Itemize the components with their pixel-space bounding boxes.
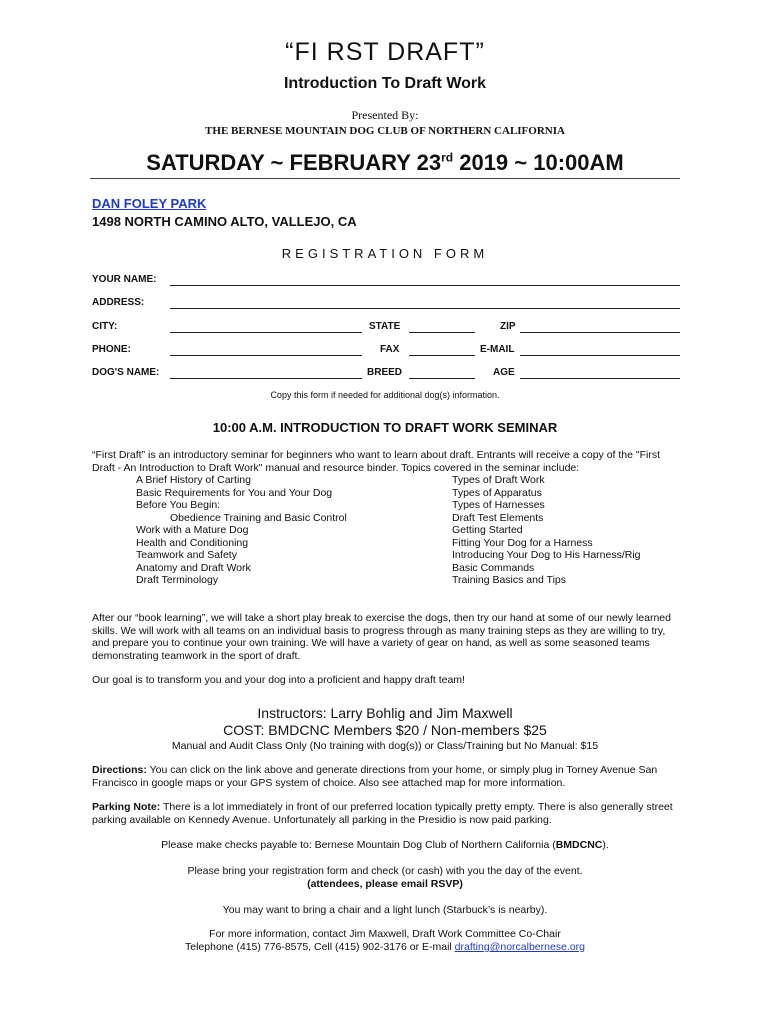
- topic-item: Draft Test Elements: [452, 511, 544, 524]
- city-field[interactable]: [170, 332, 362, 333]
- state-label: STATE: [369, 321, 401, 332]
- address-label: ADDRESS:: [92, 297, 145, 308]
- rsvp-note: (attendees, please email RSVP): [307, 878, 463, 890]
- topic-item: Fitting Your Dog for a Harness: [452, 536, 593, 549]
- breed-field[interactable]: [409, 378, 475, 379]
- topic-item: Introducing Your Dog to His Harness/Rig: [452, 549, 641, 561]
- topic-item: Obedience Training and Basic Control: [170, 511, 347, 524]
- phone-field[interactable]: [170, 355, 362, 356]
- directions-text: You can click on the link above and generate directions from your home, or simply plug in Torney Avenue San Francisco in google maps or your GPS system of choice. Also see attached map for more information.: [92, 764, 658, 789]
- contact-line: For more information, contact Jim Maxwell, Draft Work Committee Co-Chair: [209, 928, 561, 940]
- topic-item: Types of Harnesses: [452, 499, 545, 511]
- instructors-block: [0, 705, 770, 739]
- date-prefix: SATURDAY ~ FEBRUARY 23: [146, 150, 442, 175]
- topic-item: Types of Draft Work: [452, 474, 545, 486]
- cost-line: COST: BMDCNC Members $20 / Non-members $25: [223, 722, 547, 738]
- club-name: THE BERNESE MOUNTAIN DOG CLUB OF NORTHERN CALIFORNIA: [205, 125, 565, 137]
- email-label: E-MAIL: [480, 344, 515, 355]
- dogs-name-field[interactable]: [170, 378, 362, 379]
- flyer-title: “FI RST DRAFT”: [285, 38, 485, 66]
- parking-label: Parking Note:: [92, 801, 161, 813]
- city-label: CITY:: [92, 321, 118, 332]
- directions-paragraph: [92, 764, 682, 789]
- age-field[interactable]: [520, 378, 680, 379]
- zip-field[interactable]: [520, 332, 680, 333]
- topics-right-list: [452, 474, 641, 587]
- checks-suffix: ).: [602, 839, 609, 851]
- parking-paragraph: [92, 801, 682, 826]
- email-field[interactable]: [520, 355, 680, 356]
- address-field[interactable]: [170, 308, 680, 309]
- checks-bold: BMDCNC: [555, 839, 603, 851]
- age-label: AGE: [493, 367, 515, 378]
- topic-item: A Brief History of Carting: [136, 474, 251, 486]
- topic-item: Training Basics and Tips: [452, 574, 566, 586]
- topic-item: Work with a Mature Dog: [136, 524, 249, 536]
- fax-field[interactable]: [409, 355, 475, 356]
- checks-prefix: Please make checks payable to: Bernese Mountain Dog Club of Northern California (: [161, 839, 556, 851]
- state-field[interactable]: [409, 332, 475, 333]
- topic-item: Anatomy and Draft Work: [136, 561, 251, 574]
- flyer-subtitle: Introduction To Draft Work: [283, 75, 487, 92]
- parking-text: There is a lot immediately in front of our preferred location typically pretty empty. There is also generally street parking available on Kennedy Avenue. Unfortunately all parking in the Presidio is now paid parking.: [92, 801, 673, 826]
- bring-form: Please bring your registration form and check (or cash) with you the day of the event.: [187, 865, 583, 877]
- fax-label: FAX: [380, 344, 400, 355]
- park-link[interactable]: DAN FOLEY PARK: [92, 196, 207, 211]
- topic-item: Draft Terminology: [136, 574, 219, 586]
- topic-item: Types of Apparatus: [452, 486, 542, 499]
- seminar-goal: Our goal is to transform you and your dog into a proficient and happy draft team!: [92, 674, 465, 686]
- presented-by: Presented By:: [351, 108, 419, 122]
- date-sup: rd: [441, 150, 454, 165]
- manual-price: Manual and Audit Class Only (No training with dog(s)) or Class/Training but No Manual: $15: [171, 740, 599, 752]
- telephone-text: Telephone (415) 776-8575, Cell (415) 902-3176 or E-mail: [185, 941, 455, 953]
- topic-item: Health and Conditioning: [136, 536, 249, 549]
- chair-note: You may want to bring a chair and a light lunch (Starbuck’s is nearby).: [222, 904, 548, 916]
- topic-item: Basic Commands: [452, 561, 535, 574]
- directions-label: Directions:: [92, 764, 147, 776]
- email-link[interactable]: drafting@norcalbernese.org: [454, 941, 585, 953]
- your-name-field[interactable]: [170, 285, 680, 286]
- seminar-intro: “First Draft” is an introductory seminar for beginners who want to learn about draft. Entrants will receive a copy of the "First Draft - An Introduction to Draft Work" manual and resource binder. Topics covered in the seminar include:: [92, 449, 661, 474]
- telephone-line: [0, 941, 770, 954]
- topics-left-list: [136, 474, 347, 587]
- zip-label: ZIP: [500, 321, 516, 332]
- phone-label: PHONE:: [92, 344, 131, 355]
- your-name-label: YOUR NAME:: [92, 274, 157, 285]
- copy-note: Copy this form if needed for additional dog(s) information.: [270, 390, 500, 400]
- checks-payable: [0, 839, 770, 852]
- registration-heading: REGISTRATION FORM: [281, 246, 489, 261]
- date-suffix: 2019 ~ 10:00AM: [453, 150, 624, 175]
- dogs-name-label: DOG'S NAME:: [92, 367, 160, 378]
- park-address: 1498 NORTH CAMINO ALTO, VALLEJO, CA: [92, 214, 357, 229]
- event-date: [90, 150, 680, 179]
- breed-label: BREED: [367, 367, 403, 378]
- topic-item: Getting Started: [452, 524, 523, 536]
- topic-item: Before You Begin:: [136, 499, 221, 511]
- instructors-line: Instructors: Larry Bohlig and Jim Maxwell: [257, 705, 513, 721]
- topic-item: Basic Requirements for You and Your Dog: [136, 486, 333, 499]
- seminar-description: After our “book learning”, we will take a short play break to exercise the dogs, then try our hand at some of our newly learned skills. We will work with all teams on an individual basis to progress through as many training steps as they are willing to try, and prepare you to continue your own training. We will have a variety of gear on hand, as well as some seasoned teams demonstrating teamwork in the sport of draft.: [92, 612, 671, 662]
- topic-item: Teamwork and Safety: [136, 549, 237, 561]
- seminar-title: 10:00 A.M. INTRODUCTION TO DRAFT WORK SEMINAR: [212, 420, 558, 435]
